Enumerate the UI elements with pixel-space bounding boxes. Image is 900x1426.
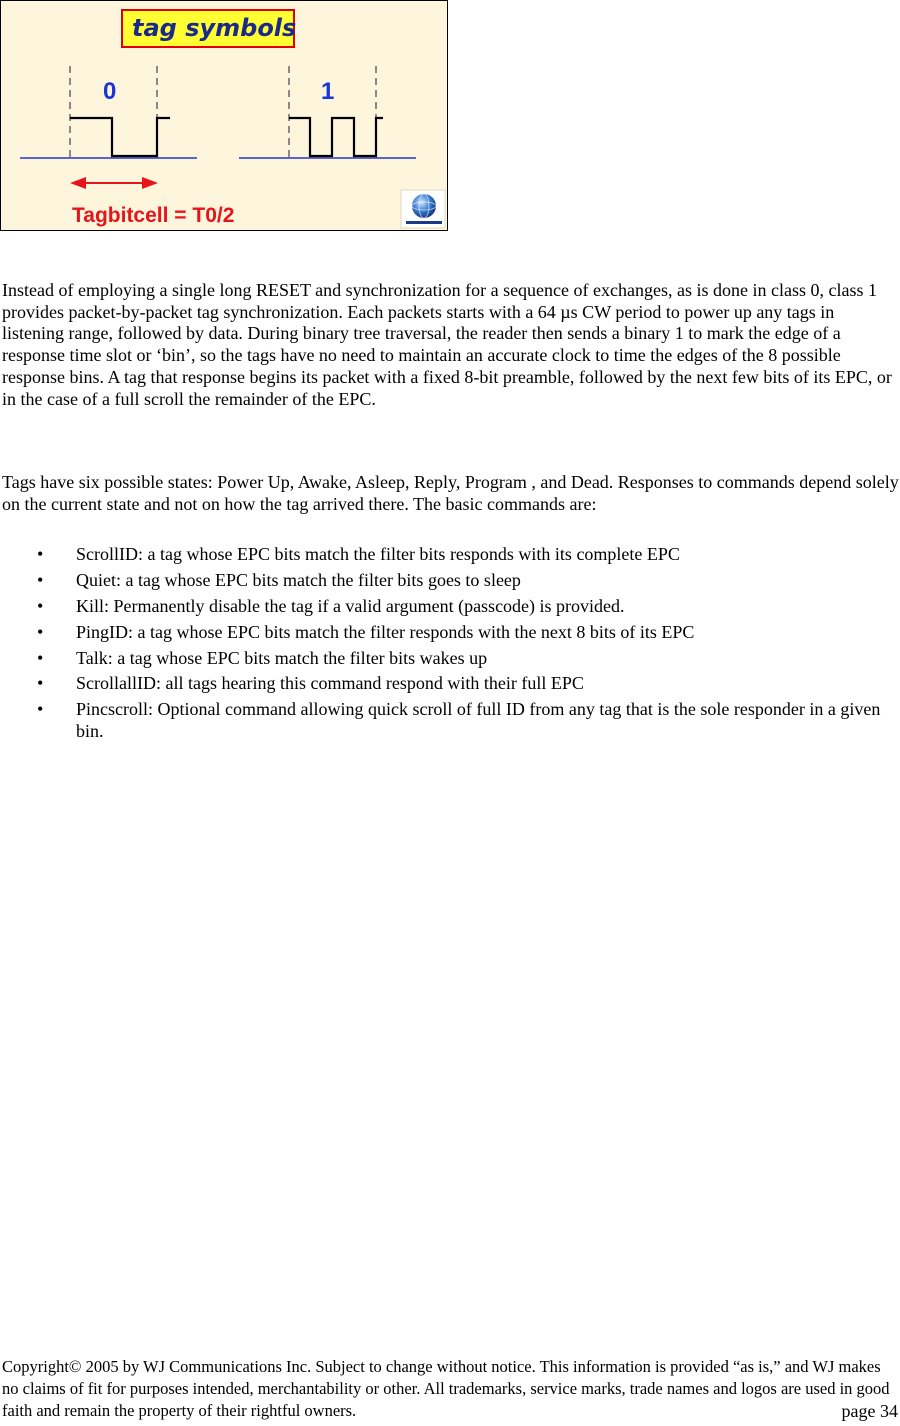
bullet-icon: • (37, 673, 44, 694)
bit-zero-label: 0 (103, 78, 117, 105)
list-item (2, 648, 900, 670)
list-item-text: Quiet: a tag whose EPC bits match the filter bits goes to sleep (76, 569, 521, 590)
body-paragraph-1: Instead of employing a single long RESET and synchronization for a sequence of exchanges, as is done in class 0, class 1 provides packet-by-packet tag synchronization. Each packets starts with a 64 µs CW period to power up any tags in listening range, followed by data. During binary tree traversal, the reader then sends a binary 1 to mark the edge of a response time slot or ‘bin’, so the tags have no need to maintain an accurate clock to time the edges of the 8 possible response bins. A tag that response begins its packet with a fixed 8-bit preamble, followed by the next few bits of its EPC, or in the case of a full scroll the remainder of the EPC. (2, 280, 892, 409)
figure-caption: Tagbitcell = T0/2 (72, 204, 235, 227)
list-item-text: ScrollID: a tag whose EPC bits match the filter bits responds with its complete EPC (76, 544, 680, 564)
list-item (2, 673, 900, 695)
list-item (2, 699, 900, 742)
bullet-icon: • (37, 595, 44, 616)
tag-symbols-figure (0, 0, 448, 231)
bullet-icon: • (37, 699, 44, 720)
list-item (2, 622, 900, 644)
list-item (2, 544, 900, 566)
bullet-icon: • (37, 569, 44, 590)
bullet-icon: • (37, 647, 44, 668)
figure-title: tag symbols (132, 14, 297, 42)
page-number: page 34 (841, 1401, 898, 1421)
bullet-icon: • (37, 621, 44, 642)
list-item-text: Pincscroll: Optional command allowing quick scroll of full ID from any tag that is the sole responder in a given bin. (76, 699, 881, 742)
bit-one-label: 1 (321, 78, 335, 105)
page-footer (2, 1356, 898, 1422)
list-item-text: Talk: a tag whose EPC bits match the filter bits wakes up (76, 647, 488, 668)
globe-logo-icon (401, 190, 445, 228)
list-item (2, 596, 900, 618)
list-item-text: ScrollallID: all tags hearing this command respond with their full EPC (76, 673, 584, 694)
body-paragraph-2: Tags have six possible states: Power Up, Awake, Asleep, Reply, Program , and Dead. Responses to commands depend solely on the current state and not on how the tag arrived there. The basic commands are: (2, 472, 899, 514)
list-item (2, 570, 900, 592)
bullet-icon: • (37, 544, 44, 564)
command-list (2, 544, 900, 747)
copyright-notice: Copyright© 2005 by WJ Communications Inc. Subject to change without notice. This information is provided “as is,” and WJ makes no claims of fit for purposes intended, merchantability or other. All trademarks, service marks, trade names and logos are used in good faith and remain the property of their rightful owners. (2, 1357, 890, 1420)
list-item-text: Kill: Permanently disable the tag if a valid argument (passcode) is provided. (76, 595, 625, 616)
list-item-text: PingID: a tag whose EPC bits match the filter responds with the next 8 bits of its EPC (76, 621, 695, 642)
